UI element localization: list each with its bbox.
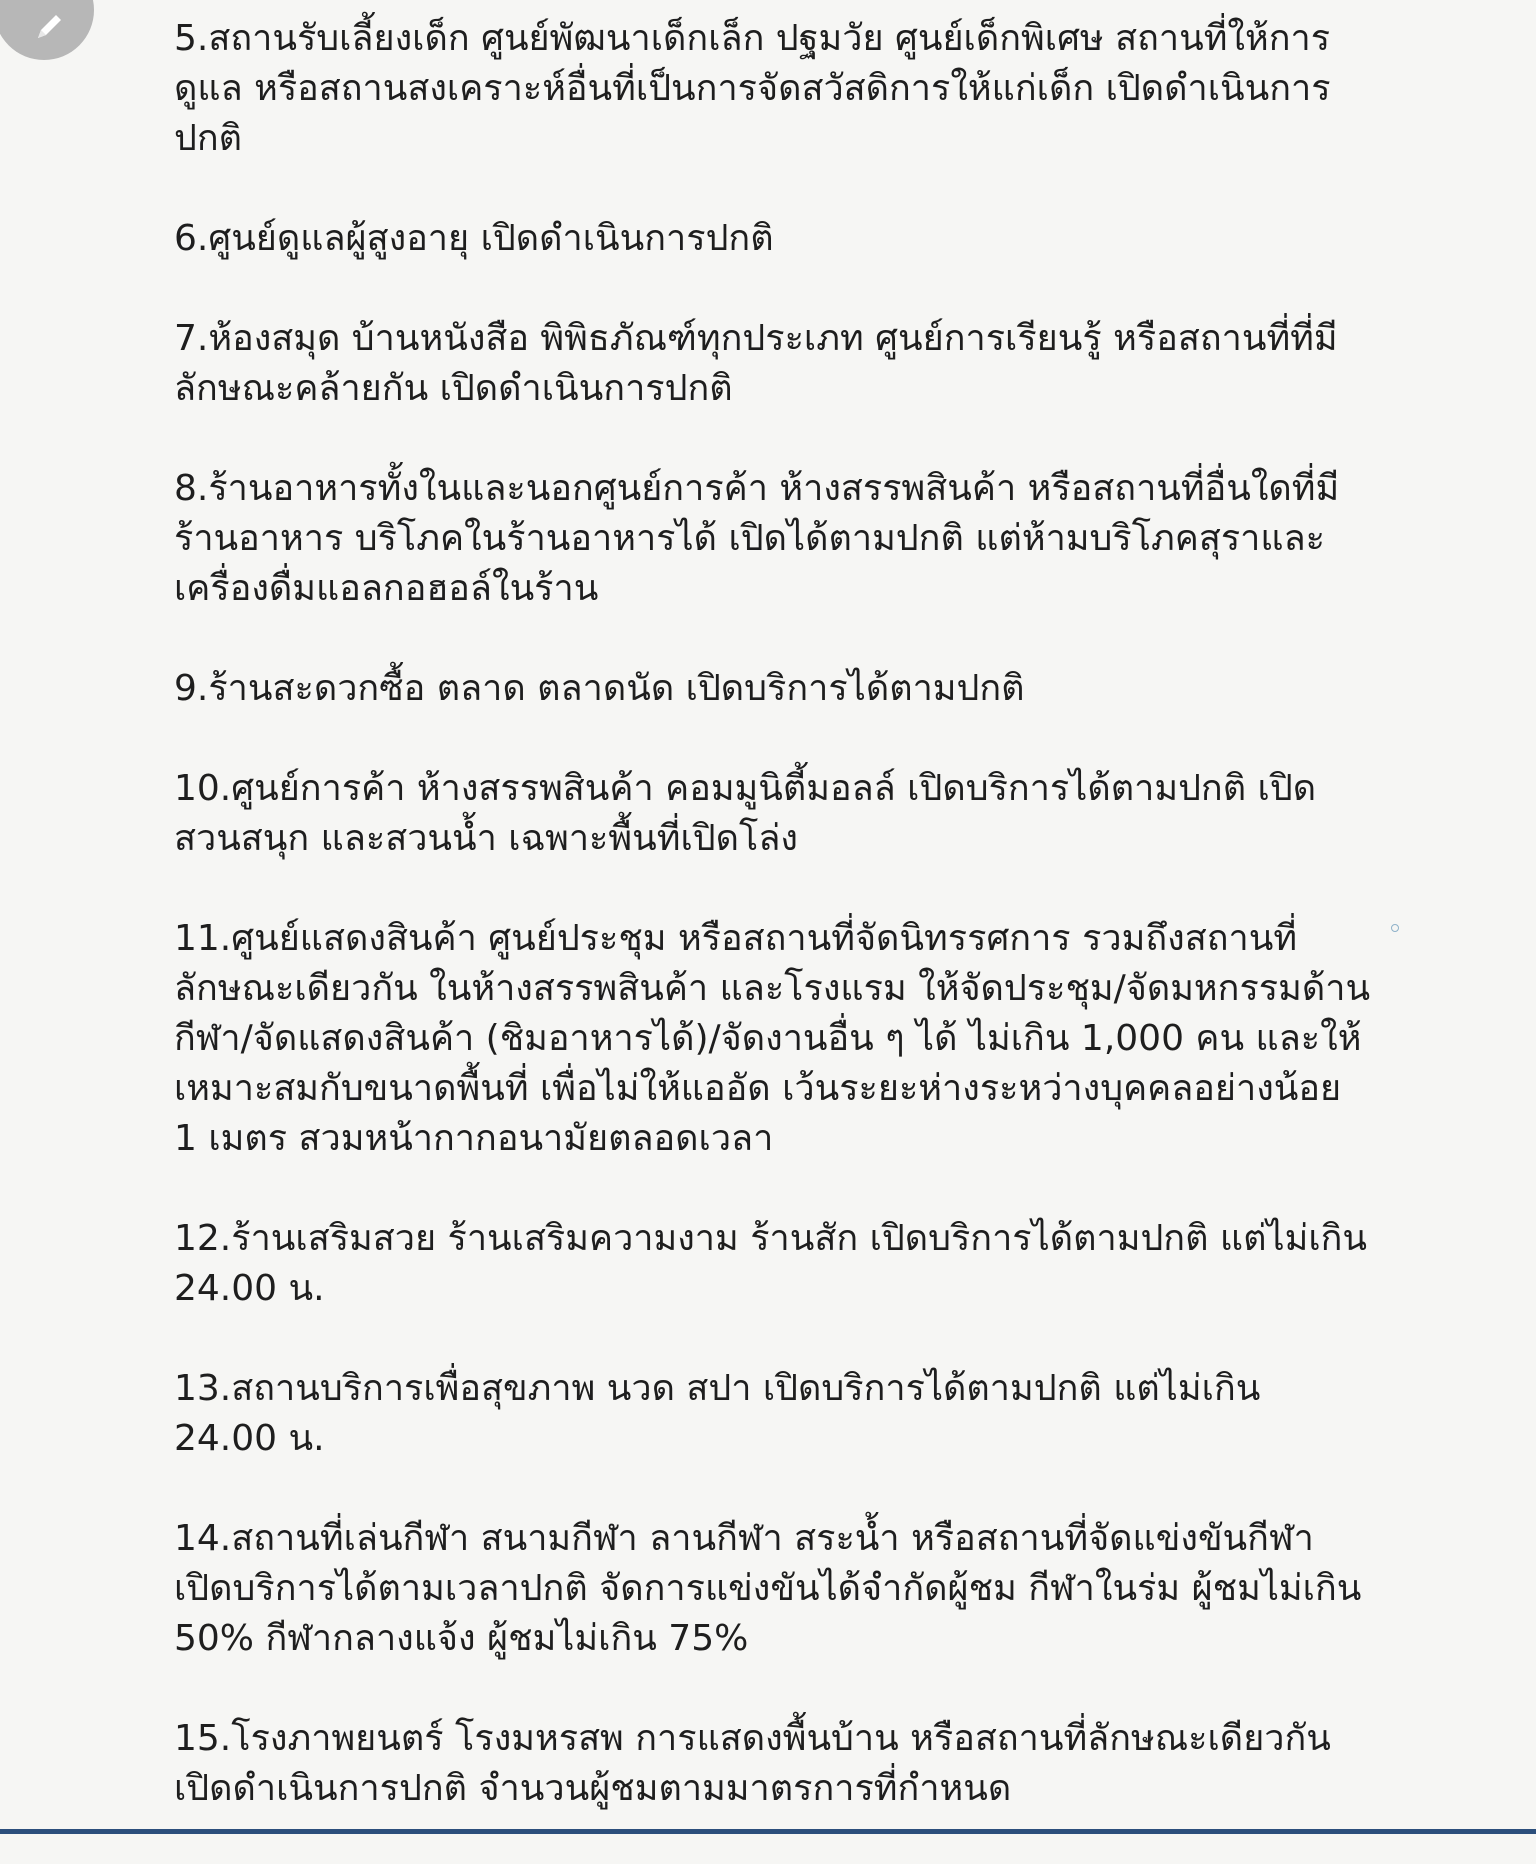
rule-item-11: 11.ศูนย์แสดงสินค้า ศูนย์ประชุม หรือสถานที่จัดนิทรรศการ รวมถึงสถานที่ลักษณะเดียวกัน ในห้างสรรพสินค้า และโรงแรม ให้จัดประชุม/จัดมหกรรมด้านกีฬา/จัดแสดงสินค้า (ชิมอาหารได้)/จัดงานอื่น ๆ ได้ ไม่เกิน 1,000 คน และให้เหมาะสมกับขนาดพื้นที่ เพื่อไม่ให้แออัด เว้นระยะห่างระหว่างบุคคลอย่างน้อย 1 เมตร สวมหน้ากากอนามัยตลอดเวลา (174, 918, 1371, 1159)
bottom-bar (0, 1829, 1536, 1834)
rule-item-5: 5.สถานรับเลี้ยงเด็ก ศูนย์พัฒนาเด็กเล็ก ปฐมวัย ศูนย์เด็กพิเศษ สถานที่ให้การดูแล หรือสถานสงเคราะห์อื่นที่เป็นการจัดสวัสดิการให้แก่เด็ก เปิดดำเนินการปกติ (174, 18, 1331, 159)
announcement-text (174, 14, 1374, 1864)
rule-item-15: 15.โรงภาพยนตร์ โรงมหรสพ การแสดงพื้นบ้าน หรือสถานที่ลักษณะเดียวกัน เปิดดำเนินการปกติ จำนวนผู้ชมตามมาตรการที่กำหนด (174, 1718, 1331, 1809)
scroll-indicator (1391, 924, 1399, 932)
rule-item-13: 13.สถานบริการเพื่อสุขภาพ นวด สปา เปิดบริการได้ตามปกติ แต่ไม่เกิน 24.00 น. (174, 1368, 1261, 1459)
rule-item-12: 12.ร้านเสริมสวย ร้านเสริมความงาม ร้านสัก เปิดบริการได้ตามปกติ แต่ไม่เกิน 24.00 น. (174, 1218, 1368, 1309)
rule-item-9: 9.ร้านสะดวกซื้อ ตลาด ตลาดนัด เปิดบริการได้ตามปกติ (174, 668, 1025, 709)
rule-item-8: 8.ร้านอาหารทั้งในและนอกศูนย์การค้า ห้างสรรพสินค้า หรือสถานที่อื่นใดที่มีร้านอาหาร บริโภคในร้านอาหารได้ เปิดได้ตามปกติ แต่ห้ามบริโภคสุราและเครื่องดื่มแอลกอฮอล์ในร้าน (174, 468, 1340, 609)
rule-item-7: 7.ห้องสมุด บ้านหนังสือ พิพิธภัณฑ์ทุกประเภท ศูนย์การเรียนรู้ หรือสถานที่ที่มีลักษณะคล้ายกัน เปิดดำเนินการปกติ (174, 318, 1338, 409)
edit-button[interactable] (0, 0, 94, 60)
pencil-icon (32, 10, 66, 44)
rule-item-14: 14.สถานที่เล่นกีฬา สนามกีฬา ลานกีฬา สระน้ำ หรือสถานที่จัดแข่งขันกีฬา เปิดบริการได้ตามเวลาปกติ จัดการแข่งขันได้จำกัดผู้ชม กีฬาในร่ม ผู้ชมไม่เกิน 50% กีฬากลางแจ้ง ผู้ชมไม่เกิน 75% (174, 1518, 1362, 1659)
rule-item-6: 6.ศูนย์ดูแลผู้สูงอายุ เปิดดำเนินการปกติ (174, 218, 774, 259)
rule-item-10: 10.ศูนย์การค้า ห้างสรรพสินค้า คอมมูนิตี้มอลล์ เปิดบริการได้ตามปกติ เปิดสวนสนุก และสวนน้ำ เฉพาะพื้นที่เปิดโล่ง (174, 768, 1317, 859)
